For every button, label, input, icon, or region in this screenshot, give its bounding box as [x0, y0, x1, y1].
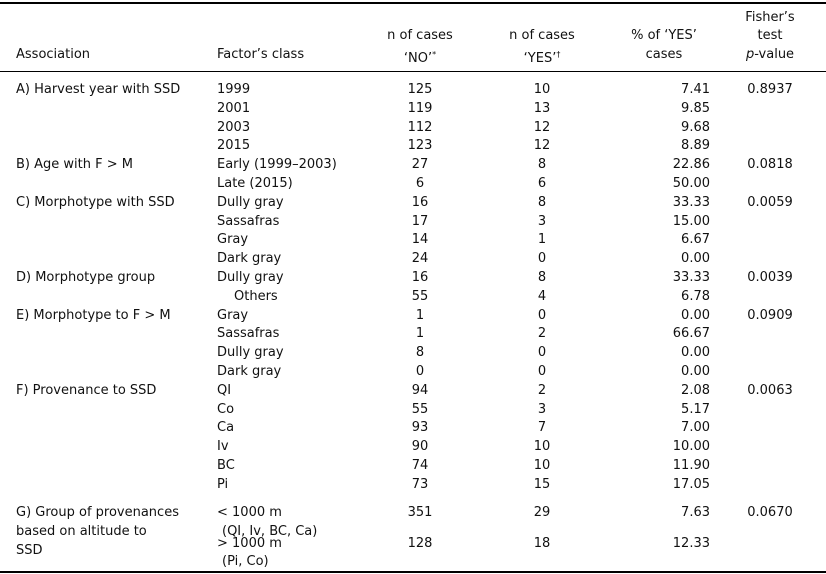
row-n-no: 14 [411, 232, 429, 247]
row-pct-yes: 8.89 [681, 138, 710, 153]
row-n-no: 8 [415, 345, 425, 360]
row-pct-yes: 0.00 [681, 308, 710, 323]
row-factor-class: Iv [217, 439, 229, 454]
row-n-yes: 2 [537, 383, 547, 398]
row-n-no: 0 [415, 364, 425, 379]
row-pct-yes: 0.00 [681, 364, 710, 379]
group-g-low-class: < 1000 m [217, 505, 282, 520]
row-factor-class: QI [217, 383, 232, 398]
row-pct-yes: 15.00 [672, 214, 710, 229]
row-n-yes: 12 [533, 120, 551, 135]
row-factor-class: Late (2015) [217, 176, 293, 191]
header-yes-line2: ‘YES’† [523, 50, 561, 66]
row-n-yes: 4 [537, 289, 547, 304]
group-g-high-provenances: (Pi, Co) [222, 554, 269, 569]
row-n-no: 73 [411, 477, 429, 492]
row-association: E) Morphotype to F > M [16, 308, 171, 323]
row-n-yes: 12 [533, 138, 551, 153]
row-n-yes: 2 [537, 326, 547, 341]
row-pct-yes: 9.68 [681, 120, 710, 135]
group-g-high-class: > 1000 m [217, 536, 282, 551]
row-n-yes: 7 [537, 420, 547, 435]
row-n-yes: 0 [537, 364, 547, 379]
group-g-high-pct: 12.33 [672, 536, 710, 551]
row-pct-yes: 2.08 [681, 383, 710, 398]
header-rule [0, 71, 826, 72]
group-g-high-yes: 18 [533, 536, 551, 551]
header-no-footnote-mark: * [432, 50, 437, 59]
row-n-no: 90 [411, 439, 429, 454]
row-pct-yes: 0.00 [681, 251, 710, 266]
row-pct-yes: 0.00 [681, 345, 710, 360]
row-factor-class: 2001 [217, 101, 251, 116]
row-factor-class: Dark gray [217, 364, 282, 379]
row-factor-class: Sassafras [217, 326, 280, 341]
header-fisher-line3: p-value [745, 47, 795, 62]
row-factor-class: Co [217, 402, 235, 417]
row-n-no: 6 [415, 176, 425, 191]
row-n-yes: 8 [537, 195, 547, 210]
row-pct-yes: 7.41 [681, 82, 710, 97]
group-g-label-line3: SSD [16, 543, 43, 558]
group-g-low-pct: 7.63 [681, 505, 710, 520]
row-pct-yes: 9.85 [681, 101, 710, 116]
row-n-no: 93 [411, 420, 429, 435]
row-n-no: 16 [411, 195, 429, 210]
row-factor-class: 2003 [217, 120, 251, 135]
row-n-no: 119 [407, 101, 433, 116]
row-association: B) Age with F > M [16, 157, 133, 172]
row-n-no: 24 [411, 251, 429, 266]
row-p-value: 0.0039 [747, 270, 793, 285]
group-g-p-value: 0.0670 [747, 505, 793, 520]
row-association: F) Provenance to SSD [16, 383, 157, 398]
row-n-yes: 10 [533, 439, 551, 454]
row-factor-class: BC [217, 458, 235, 473]
row-factor-class: 1999 [217, 82, 251, 97]
row-pct-yes: 22.86 [672, 157, 710, 172]
row-n-yes: 10 [533, 82, 551, 97]
header-fisher-line1: Fisher’s [745, 10, 795, 25]
row-n-no: 74 [411, 458, 429, 473]
group-g-high-no: 128 [407, 536, 433, 551]
header-fisher-line2: test [757, 28, 783, 43]
row-p-value: 0.8937 [747, 82, 793, 97]
group-g-low-provenances: (QI, Iv, BC, Ca) [222, 524, 318, 539]
group-g-label-line1: G) Group of provenances [16, 505, 179, 520]
row-pct-yes: 33.33 [672, 195, 710, 210]
bottom-rule [0, 571, 826, 573]
header-factor-class: Factor’s class [217, 47, 305, 62]
header-pct-line1: % of ‘YES’ [631, 28, 697, 43]
row-n-yes: 13 [533, 101, 551, 116]
row-n-no: 27 [411, 157, 429, 172]
row-pct-yes: 7.00 [681, 420, 710, 435]
row-pct-yes: 5.17 [681, 402, 710, 417]
row-n-no: 16 [411, 270, 429, 285]
row-association: C) Morphotype with SSD [16, 195, 175, 210]
row-pct-yes: 6.67 [681, 232, 710, 247]
header-yes-line1: n of cases [509, 28, 575, 43]
row-n-no: 112 [407, 120, 433, 135]
row-factor-class: 2015 [217, 138, 251, 153]
row-n-no: 1 [415, 308, 425, 323]
row-pct-yes: 11.90 [672, 458, 710, 473]
row-factor-class: Dully gray [217, 270, 284, 285]
row-n-no: 55 [411, 289, 429, 304]
header-pct-line2: cases [645, 47, 683, 62]
row-factor-class: Pi [217, 477, 229, 492]
top-rule [0, 2, 826, 4]
row-factor-class: Ca [217, 420, 235, 435]
row-association: D) Morphotype group [16, 270, 156, 285]
group-g-low-yes: 29 [533, 505, 551, 520]
row-n-yes: 0 [537, 308, 547, 323]
row-pct-yes: 66.67 [672, 326, 710, 341]
row-pct-yes: 6.78 [681, 289, 710, 304]
row-n-yes: 8 [537, 270, 547, 285]
row-n-no: 94 [411, 383, 429, 398]
header-no-line2: ‘NO’* [403, 50, 437, 66]
row-n-yes: 15 [533, 477, 551, 492]
row-p-value: 0.0063 [747, 383, 793, 398]
row-pct-yes: 10.00 [672, 439, 710, 454]
header-no-line1: n of cases [387, 28, 453, 43]
row-n-yes: 3 [537, 214, 547, 229]
row-n-no: 123 [407, 138, 433, 153]
header-yes-footnote-mark: † [556, 50, 561, 59]
row-association: A) Harvest year with SSD [16, 82, 181, 97]
row-factor-class: Early (1999–2003) [217, 157, 337, 172]
row-n-no: 17 [411, 214, 429, 229]
row-factor-class: Sassafras [217, 214, 280, 229]
row-n-no: 1 [415, 326, 425, 341]
group-g-label-line2: based on altitude to [16, 524, 147, 539]
row-factor-class: Gray [217, 232, 249, 247]
row-p-value: 0.0909 [747, 308, 793, 323]
group-g-low-no: 351 [407, 505, 433, 520]
row-factor-class: Dully gray [217, 345, 284, 360]
row-factor-class: Dully gray [217, 195, 284, 210]
row-n-no: 125 [407, 82, 433, 97]
row-pct-yes: 17.05 [672, 477, 710, 492]
row-factor-class: Dark gray [217, 251, 282, 266]
row-p-value: 0.0059 [747, 195, 793, 210]
row-factor-class: Gray [217, 308, 249, 323]
row-n-yes: 8 [537, 157, 547, 172]
row-n-yes: 10 [533, 458, 551, 473]
row-n-yes: 1 [537, 232, 547, 247]
row-n-yes: 3 [537, 402, 547, 417]
row-n-yes: 6 [537, 176, 547, 191]
row-pct-yes: 50.00 [672, 176, 710, 191]
row-p-value: 0.0818 [747, 157, 793, 172]
header-association: Association [16, 47, 91, 62]
row-n-yes: 0 [537, 345, 547, 360]
row-factor-class: Others [234, 289, 278, 304]
row-n-yes: 0 [537, 251, 547, 266]
row-n-no: 55 [411, 402, 429, 417]
row-pct-yes: 33.33 [672, 270, 710, 285]
